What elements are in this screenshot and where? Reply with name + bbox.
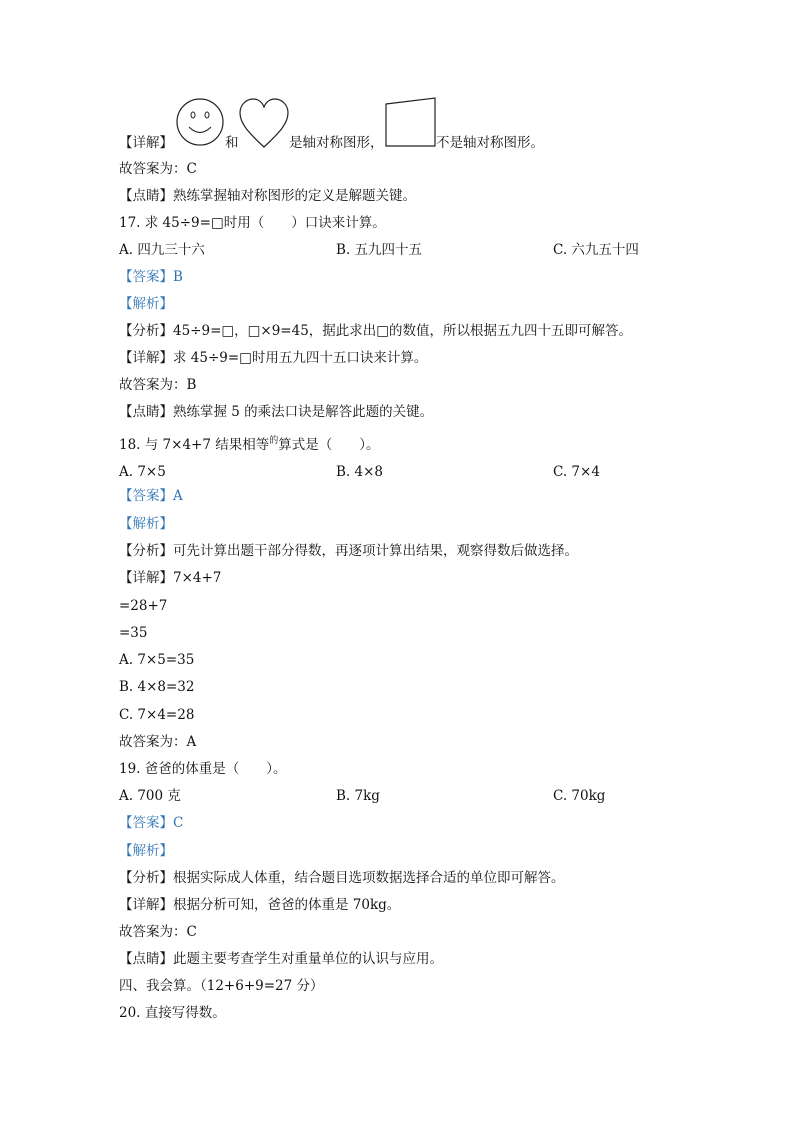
q18-analysis-tag: 【解析】 — [119, 516, 173, 532]
and-word: 和 — [225, 135, 239, 151]
q17-answer-line: 故答案为：B — [119, 377, 197, 393]
q17-detail: 【详解】求 45÷9=□时用五九四十五口诀来计算。 — [119, 350, 428, 366]
q18-step-4: A. 7×5=35 — [119, 652, 195, 668]
q19-analysis: 【分析】根据实际成人体重，结合题目选项数据选择合适的单位即可解答。 — [119, 870, 565, 886]
is-symmetric-text: 是轴对称图形， — [289, 135, 384, 151]
q17-question: 17. 求 45÷9=□时用（ ）口诀来计算。 — [119, 215, 386, 231]
q17-option-a: A. 四九三十六 — [119, 242, 205, 258]
q18-step-2: =28+7 — [119, 598, 168, 614]
q19-question: 19. 爸爸的体重是（ ）。 — [119, 761, 287, 777]
q17-option-c: C. 六九五十四 — [553, 242, 639, 258]
q17-analysis-tag: 【解析】 — [119, 296, 173, 312]
q18-question — [119, 436, 380, 456]
q19-option-c: C. 70kg — [553, 788, 606, 804]
q19-option-b: B. 7kg — [336, 788, 380, 804]
q18-option-c: C. 7×4 — [553, 464, 600, 480]
section-heading: 四、我会算。（12+6+9=27 分） — [119, 978, 324, 994]
q18-analysis: 【分析】可先计算出题干部分得数，再逐项计算出结果，观察得数后做选择。 — [119, 543, 578, 559]
q20-question: 20. 直接写得数。 — [119, 1005, 226, 1021]
q18-answer-line: 故答案为：A — [119, 734, 197, 750]
q19-answer: 【答案】C — [119, 815, 184, 831]
q18-option-b: B. 4×8 — [336, 464, 383, 480]
q18-question-a: 18. 与 7×4+7 结果相等 — [119, 437, 270, 453]
not-symmetric-text: 不是轴对称图形。 — [436, 135, 544, 151]
q19-tip: 【点睛】此题主要考查学生对重量单位的认识与应用。 — [119, 951, 443, 967]
q16-detail-line — [119, 134, 173, 152]
q18-question-sup: 的 — [269, 436, 279, 446]
q19-answer-line: 故答案为：C — [119, 924, 197, 940]
q16-tip: 【点睛】熟练掌握轴对称图形的定义是解题关键。 — [119, 188, 416, 204]
q17-answer: 【答案】B — [119, 269, 183, 285]
q18-step-3: =35 — [119, 625, 148, 641]
q19-option-a: A. 700 克 — [119, 788, 181, 804]
heart-icon — [238, 98, 290, 150]
q16-answer-line: 故答案为：C — [119, 161, 197, 177]
q18-step-6: C. 7×4=28 — [119, 707, 195, 723]
smiley-face-icon — [175, 97, 225, 147]
q17-option-b: B. 五九四十五 — [336, 242, 423, 258]
q18-step-1: 【详解】7×4+7 — [119, 570, 222, 586]
q18-question-b: 算式是（ ）。 — [278, 437, 380, 453]
trapezoid-icon — [384, 96, 438, 148]
q18-step-5: B. 4×8=32 — [119, 679, 195, 695]
detail-tag: 【详解】 — [119, 135, 173, 151]
q19-detail: 【详解】根据分析可知，爸爸的体重是 70kg。 — [119, 897, 401, 913]
q18-option-a: A. 7×5 — [119, 464, 166, 480]
q18-answer: 【答案】A — [119, 488, 183, 504]
q17-analysis: 【分析】45÷9=□，□×9=45，据此求出□的数值，所以根据五九四十五即可解答。 — [119, 323, 633, 339]
q17-tip: 【点睛】熟练掌握 5 的乘法口诀是解答此题的关键。 — [119, 404, 434, 420]
q19-analysis-tag: 【解析】 — [119, 843, 173, 859]
